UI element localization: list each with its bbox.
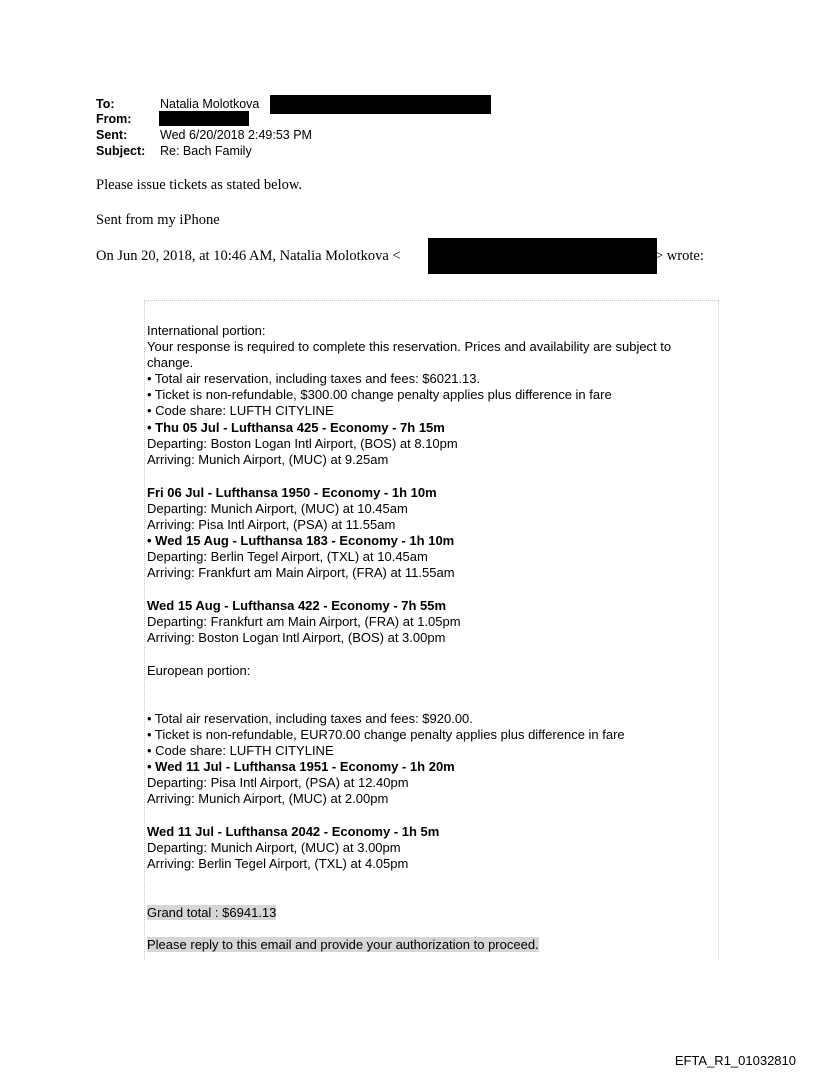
eu-bullet-refund: • Ticket is non-refundable, EUR70.00 change penalty applies plus difference in fare	[147, 727, 625, 742]
flight-3-arriving: Arriving: Frankfurt am Main Airport, (FRA) at 11.55am	[147, 565, 455, 580]
flight-6-departing: Departing: Munich Airport, (MUC) at 3.00pm	[147, 840, 401, 855]
grand-total-text: Grand total : $6941.13	[147, 905, 277, 920]
redaction-to-email	[270, 95, 491, 114]
flight-1-title: • Thu 05 Jul - Lufthansa 425 - Economy - 7h 15m	[147, 420, 445, 435]
sent-label: Sent:	[96, 128, 128, 142]
sent-value: Wed 6/20/2018 2:49:53 PM	[160, 128, 312, 142]
intl-bullet-codeshare: • Code share: LUFTH CITYLINE	[147, 403, 334, 418]
quote-intro: On Jun 20, 2018, at 10:46 AM, Natalia Molotkova <	[96, 248, 401, 264]
flight-4-title: Wed 15 Aug - Lufthansa 422 - Economy - 7h 55m	[147, 598, 447, 613]
flight-1-arriving: Arriving: Munich Airport, (MUC) at 9.25am	[147, 452, 389, 467]
intl-heading: International portion:	[147, 323, 266, 338]
body-line-sent-from: Sent from my iPhone	[96, 212, 220, 228]
grand-total	[147, 905, 276, 921]
flight-2-arriving: Arriving: Pisa Intl Airport, (PSA) at 11.55am	[147, 517, 396, 532]
quote-intro-end: > wrote:	[655, 248, 704, 264]
eu-bullet-codeshare: • Code share: LUFTH CITYLINE	[147, 743, 334, 758]
flight-5-title: • Wed 11 Jul - Lufthansa 1951 - Economy - 1h 20m	[147, 759, 455, 774]
closing-text: Please reply to this email and provide your authorization to proceed.	[147, 937, 539, 952]
flight-2-departing: Departing: Munich Airport, (MUC) at 10.45am	[147, 501, 408, 516]
body-line-issue-tickets: Please issue tickets as stated below.	[96, 177, 303, 193]
eu-bullet-total: • Total air reservation, including taxes and fees: $920.00.	[147, 711, 473, 726]
subject-value: Re: Bach Family	[160, 144, 252, 158]
redaction-from	[159, 111, 249, 126]
intl-notice-line-2: change.	[147, 355, 194, 370]
to-label: To:	[96, 97, 115, 111]
flight-4-departing: Departing: Frankfurt am Main Airport, (FRA) at 1.05pm	[147, 614, 461, 629]
document-id: EFTA_R1_01032810	[674, 1053, 796, 1068]
flight-3-title: • Wed 15 Aug - Lufthansa 183 - Economy - 1h 10m	[147, 533, 455, 548]
intl-notice-line-1: Your response is required to complete this reservation. Prices and availability are subject to	[147, 339, 672, 354]
flight-5-departing: Departing: Pisa Intl Airport, (PSA) at 12.40pm	[147, 775, 409, 790]
to-value: Natalia Molotkova	[160, 97, 260, 111]
flight-5-arriving: Arriving: Munich Airport, (MUC) at 2.00pm	[147, 791, 389, 806]
intl-bullet-total: • Total air reservation, including taxes and fees: $6021.13.	[147, 371, 481, 386]
flight-4-arriving: Arriving: Boston Logan Intl Airport, (BOS) at 3.00pm	[147, 630, 446, 645]
from-label: From:	[96, 112, 132, 126]
redaction-sender-email	[428, 238, 657, 274]
flight-2-title: Fri 06 Jul - Lufthansa 1950 - Economy - 1h 10m	[147, 485, 437, 500]
flight-6-arriving: Arriving: Berlin Tegel Airport, (TXL) at 4.05pm	[147, 856, 409, 871]
eu-heading: European portion:	[147, 663, 251, 678]
subject-label: Subject:	[96, 144, 146, 158]
flight-6-title: Wed 11 Jul - Lufthansa 2042 - Economy - 1h 5m	[147, 824, 440, 839]
closing-line	[147, 937, 539, 953]
intl-bullet-refund: • Ticket is non-refundable, $300.00 change penalty applies plus difference in fare	[147, 387, 612, 402]
flight-1-departing: Departing: Boston Logan Intl Airport, (BOS) at 8.10pm	[147, 436, 458, 451]
flight-3-departing: Departing: Berlin Tegel Airport, (TXL) at 10.45am	[147, 549, 428, 564]
